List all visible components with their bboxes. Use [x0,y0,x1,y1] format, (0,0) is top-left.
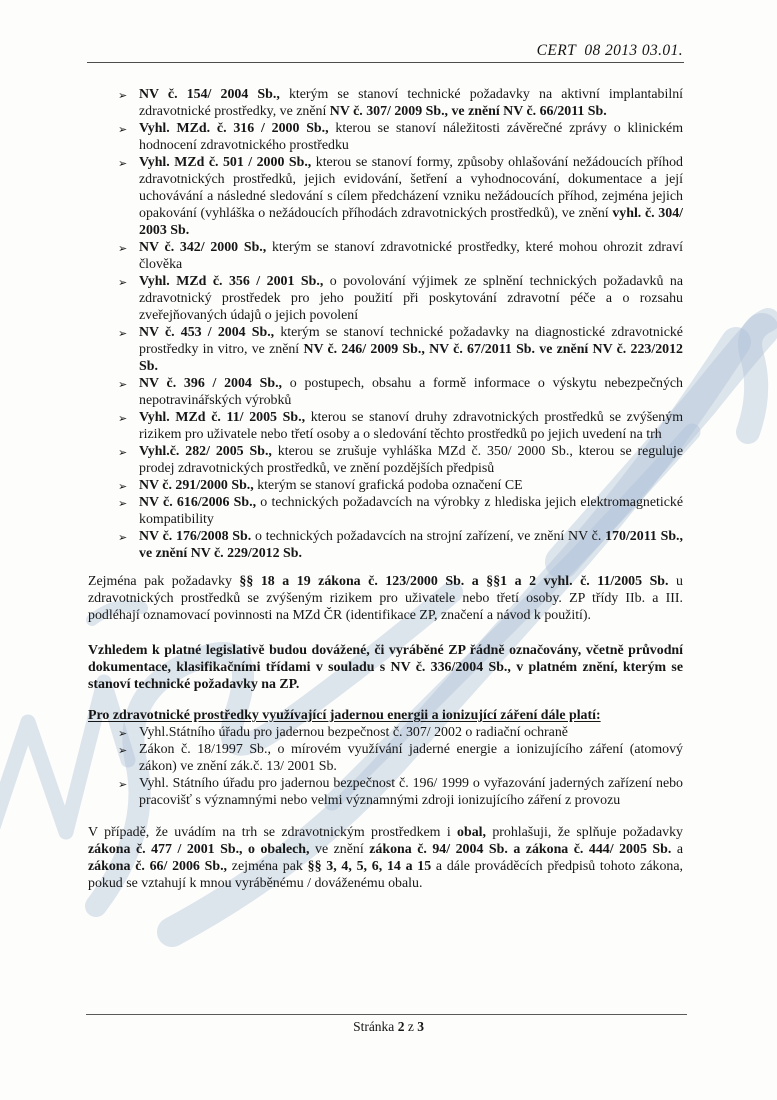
bold-text-run: zákona č. 477 / 2001 Sb., o obalech, [88,842,310,857]
nuclear-regulations-list [88,724,683,809]
regulation-item [88,443,683,477]
bold-text-run: NV č. 342/ 2000 Sb., [139,240,272,255]
document-body [88,86,683,892]
regulation-item [88,409,683,443]
text-run: zejména pak [227,859,308,874]
bold-text-run: NV č. 307/ 2009 Sb., ve znění NV č. 66/2011 Sb. [329,104,607,119]
bold-text-run: 2 [397,1019,405,1034]
text-run: Vyhl. Státního úřadu pro jadernou bezpečnost č. 196/ 1999 o vyřazování jaderných zařízení nebo pracovišť s významnými nebo velmi významnými zdroji ionizujícího záření z provozu [139,776,683,808]
page-number [0,1019,777,1035]
text-run: kterou se stanoví náležitosti závěrečné zprávy o klinickém hodnocení zdravotnického prostředku [139,121,683,153]
regulation-item [88,273,683,324]
arrow-bullet-icon: ➢ [118,727,128,740]
arrow-bullet-icon: ➢ [118,778,128,791]
arrow-bullet-icon: ➢ [118,412,128,425]
text-run: Zákon č. 18/1997 Sb., o mírovém využívání jaderné energie a ionizujícího záření (atomový zákon) ve znění zák.č. 13/ 2001 Sb. [139,742,683,774]
bold-text-run: 3 [417,1019,424,1034]
text-run: kterou se zrušuje vyhláška MZd č. 350/ 2000 Sb., kterou se reguluje prodej zdravotnických prostředků, ve znění pozdějších předpisů [139,444,683,476]
regulation-item-text [139,776,683,808]
bold-text-run: §§ 18 a 19 zákona č. 123/2000 Sb. a §§1 a 2 vyhl. č. 11/2005 Sb. [239,574,669,589]
header-rule [87,62,684,63]
text-run: kterou se stanoví druhy zdravotnických prostředků se zvýšeným rizikem pro uživatele nebo třetí osoby a o sledování těchto prostředků po jejich uvedení na trh [139,410,683,442]
bold-text-run: Vyhl. MZd. č. 316 / 2000 Sb., [139,121,336,136]
bold-text-run: vyhl. č. 304/ 2003 Sb. [139,206,683,238]
text-run: Stránka [353,1019,398,1034]
arrow-bullet-icon: ➢ [118,378,128,391]
regulation-item [88,375,683,409]
paragraph-labeling-declaration [88,642,683,693]
regulation-item-text [139,478,523,493]
bold-text-run: NV č. 616/2006 Sb., [139,495,261,510]
text-run: prohlašuji, že splňuje požadavky [485,825,683,840]
text-run: o postupech, obsahu a formě informace o výskytu nebezpečných nepotravinářských výrobků [139,376,683,408]
arrow-bullet-icon: ➢ [118,123,128,136]
regulation-item [88,239,683,273]
bold-text-run: NV č. 154/ 2004 Sb., [139,87,289,102]
text-run: kterým se stanoví technické požadavky na diagnostické zdravotnické prostředky in vitro, ve znění [139,325,683,357]
text-run: kterým se stanoví grafická podoba označení CE [257,478,523,493]
text-run: kterým se stanoví technické požadavky na aktivní implantabilní zdravotnické prostředky, ve znění [139,87,684,119]
paragraph-packaging-declaration [88,824,683,892]
regulation-item [88,724,683,741]
text-run: o technických požadavcích na výrobky z hlediska jejich elektromagnetické kompatibility [139,495,683,527]
bold-text-run: Vzhledem k platné legislativě budou dovážené, či vyráběné ZP řádně označovány, včetně průvodní dokumentace, klasifikačními třídami v souladu s NV č. 336/2004 Sb., v platném znění, kterým se stanoví technické požadavky na ZP. [88,643,683,692]
arrow-bullet-icon: ➢ [118,157,128,170]
text-run: kterou se stanoví formy, způsoby ohlašování nežádoucích příhod zdravotnických prostředků, jejich evidování, šetření a vyhodnocování, dokumentace a její uchovávání a následné sledování s cílem předcházení vzniku nežádoucích příhod, zejména jejich opakování (vyhláška o nežádoucích příhodách zdravotnických prostředků), ve znění [139,155,683,221]
regulation-item-text [139,410,683,442]
text-run: a dále prováděcích předpisů tohoto zákona, pokud se vztahují k mnou vyráběnému / dováženému obalu. [88,859,683,891]
regulation-item [88,324,683,375]
bold-text-run: zákona č. 94/ 2004 Sb. a zákona č. 444/ 2005 Sb. [369,842,672,857]
arrow-bullet-icon: ➢ [118,531,128,544]
bold-text-run: Vyhl.č. 282/ 2005 Sb., [139,444,278,459]
arrow-bullet-icon: ➢ [118,497,128,510]
arrow-bullet-icon: ➢ [118,276,128,289]
regulation-item [88,528,683,562]
bold-text-run: NV č. 176/2008 Sb. [139,529,256,544]
text-run: u zdravotnických prostředků se zvýšeným rizikem pro uživatele nebo třetí osoby. ZP třídy IIb. a III. podléhají oznamovací povinnosti na MZd ČR (identifikace ZP, značení a návod k použití). [88,574,683,623]
bold-text-run: Vyhl. MZd č. 356 / 2001 Sb., [139,274,330,289]
bold-text-run: NV č. 396 / 2004 Sb., [139,376,290,391]
bold-text-run: NV č. 453 / 2004 Sb., [139,325,281,340]
text-run: Vyhl.Státního úřadu pro jadernou bezpečnost č. 307/ 2002 o radiační ochraně [139,725,568,740]
text-run: V případě, že uvádím na trh se zdravotnickým prostředkem i [88,825,458,840]
arrow-bullet-icon: ➢ [118,242,128,255]
arrow-bullet-icon: ➢ [118,446,128,459]
regulation-item [88,494,683,528]
regulation-item [88,154,683,239]
regulation-item [88,775,683,809]
regulation-item [88,120,683,154]
regulation-item-text [139,121,683,153]
text-run: ve znění [309,842,370,857]
regulation-item-text [139,274,683,323]
text-run: o technických požadavcích na strojní zařízení, ve znění NV č. [255,529,606,544]
bold-text-run: Vyhl. MZd č. 501 / 2000 Sb., [139,155,316,170]
arrow-bullet-icon: ➢ [118,327,128,340]
regulation-item-text [139,376,683,408]
bold-text-run: NV č. 291/2000 Sb., [139,478,258,493]
bold-text-run: NV č. 246/ 2009 Sb., NV č. 67/2011 Sb. ve znění NV č. 223/2012 Sb. [139,342,683,374]
text-run: kterým se stanoví zdravotnické prostředky, které mohou ohrozit zdraví člověka [139,240,683,272]
regulation-item-text [139,155,683,238]
bold-text-run: obal, [457,825,486,840]
text-run: a [671,842,684,857]
regulation-item-text [139,444,683,476]
paragraph-requirements [88,573,683,624]
regulation-item [88,86,683,120]
text-run: Zejména pak požadavky [88,574,240,589]
regulation-item-text [139,325,683,374]
text-run: z [404,1019,418,1034]
regulation-item-text [139,529,683,561]
regulation-item-text [139,742,683,774]
bold-text-run: Vyhl. MZd č. 11/ 2005 Sb., [139,410,311,425]
bold-text-run: zákona č. 66/ 2006 Sb., [88,859,228,874]
regulations-list [88,86,683,562]
bold-text-run: §§ 3, 4, 5, 6, 14 a 15 [307,859,432,874]
footer-rule [86,1014,687,1015]
regulation-item [88,477,683,494]
document-reference: CERT 08 2013 03.01. [536,42,683,59]
regulation-item-text [139,87,683,119]
regulation-item-text [139,725,568,740]
arrow-bullet-icon: ➢ [118,480,128,493]
regulation-item [88,741,683,775]
bold-text-run: 170/2011 Sb., ve znění NV č. 229/2012 Sb. [139,529,684,561]
regulation-item-text [139,240,683,272]
text-run: o povolování výjimek ze splnění technických požadavků na zdravotnický prostředek pro jeho použití při poskytování zdravotní péče a o rozsahu zveřejňovaných údajů o jejich povolení [139,274,683,323]
arrow-bullet-icon: ➢ [118,744,128,757]
arrow-bullet-icon: ➢ [118,89,128,102]
regulation-item-text [139,495,683,527]
section-heading-nuclear: Pro zdravotnické prostředky využívající jadernou energii a ionizující záření dále platí: [88,708,601,723]
